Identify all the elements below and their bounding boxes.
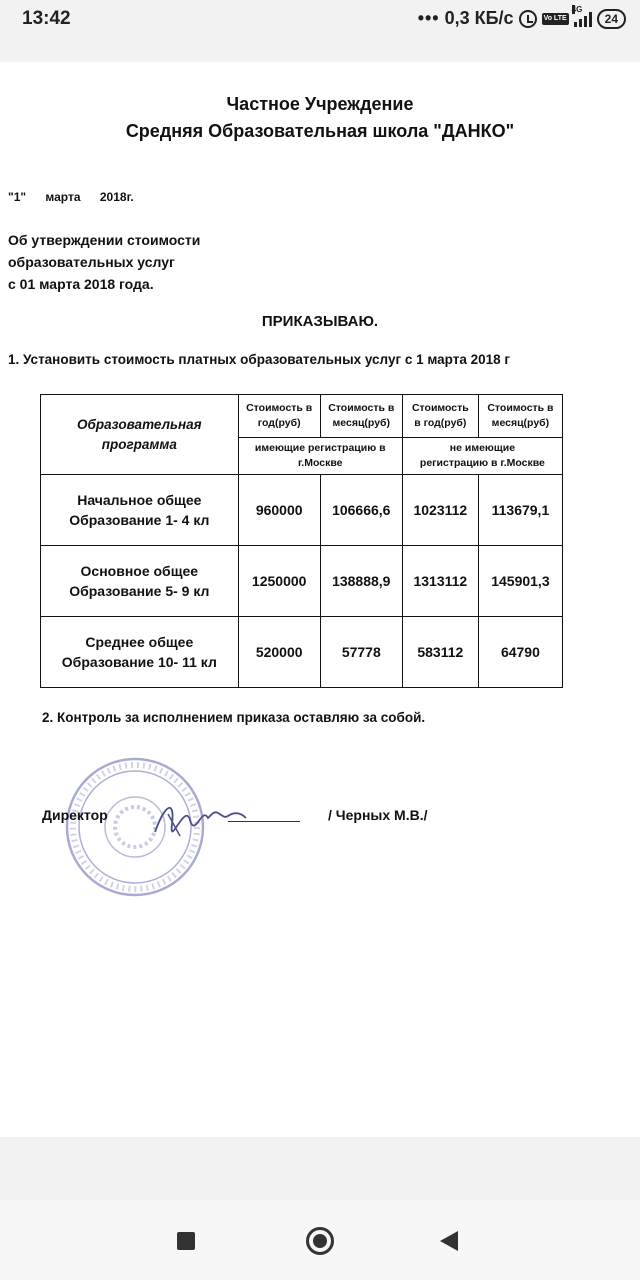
volte-icon: Vo LTE xyxy=(542,13,569,25)
subject-line: Об утверждении стоимости xyxy=(8,232,201,248)
director-label: Директор xyxy=(42,807,108,823)
network-type: 4G xyxy=(571,4,583,14)
subject-line: образовательных услуг xyxy=(8,254,175,270)
navigation-bar xyxy=(0,1200,640,1280)
status-bar xyxy=(0,0,640,62)
signature-line xyxy=(228,821,300,822)
signature-icon xyxy=(150,794,260,840)
price-cell: 960000 xyxy=(238,475,320,546)
recent-apps-icon[interactable] xyxy=(177,1232,195,1250)
signal-icon xyxy=(571,4,592,27)
document-subject xyxy=(8,229,200,295)
notification-dots: ••• xyxy=(417,8,440,28)
price-cell: 64790 xyxy=(478,617,562,688)
program-name: Среднее общее Образование 10- 11 кл xyxy=(41,617,239,688)
date-month: марта xyxy=(45,190,81,204)
status-icons xyxy=(417,4,626,29)
document-page[interactable] xyxy=(0,62,640,1137)
network-speed: 0,3 КБ/с xyxy=(444,8,514,28)
program-name: Начальное общее Образование 1- 4 кл xyxy=(41,475,239,546)
price-cell: 57778 xyxy=(320,617,402,688)
price-cell: 113679,1 xyxy=(478,475,562,546)
document-title-line2: Средняя Образовательная школа "ДАНКО" xyxy=(125,121,515,141)
status-time: 13:42 xyxy=(22,8,71,29)
column-header: Стоимость в месяц(руб) xyxy=(320,395,402,438)
column-header: Стоимость в месяц(руб) xyxy=(478,395,562,438)
price-cell: 520000 xyxy=(238,617,320,688)
program-name: Основное общее Образование 5- 9 кл xyxy=(41,546,239,617)
order-heading: ПРИКАЗЫВАЮ. xyxy=(261,313,379,330)
program-header xyxy=(41,395,239,475)
order-item-1: 1. Установить стоимость платных образовательных услуг с 1 марта 2018 г xyxy=(8,352,510,367)
battery-icon: 24 xyxy=(597,9,626,29)
alarm-icon xyxy=(519,10,537,28)
price-cell: 1250000 xyxy=(238,546,320,617)
program-header-line: Образовательная xyxy=(77,416,202,432)
group-header-unregistered: не имеющие регистрацию в г.Москве xyxy=(402,438,562,475)
price-cell: 145901,3 xyxy=(478,546,562,617)
home-icon[interactable] xyxy=(306,1227,334,1255)
director-name: / Черных М.В./ xyxy=(328,807,428,823)
date-day: "1" xyxy=(8,190,27,204)
price-table xyxy=(40,394,563,688)
price-cell: 138888,9 xyxy=(320,546,402,617)
table-row xyxy=(41,617,563,688)
price-cell: 1313112 xyxy=(402,546,478,617)
program-header-line: программа xyxy=(101,436,177,452)
document-title-line1: Частное Учреждение xyxy=(226,94,414,114)
subject-line: с 01 марта 2018 года. xyxy=(8,276,154,292)
date-year: 2018г. xyxy=(99,190,134,204)
order-item-2: 2. Контроль за исполнением приказа оставляю за собой. xyxy=(42,710,426,725)
column-header: Стоимость в год(руб) xyxy=(238,395,320,438)
back-icon[interactable] xyxy=(440,1231,458,1251)
price-cell: 583112 xyxy=(402,617,478,688)
price-cell: 106666,6 xyxy=(320,475,402,546)
price-cell: 1023112 xyxy=(402,475,478,546)
group-header-registered: имеющие регистрацию в г.Москве xyxy=(238,438,402,475)
column-header: Стоимость в год(руб) xyxy=(402,395,478,438)
document-date xyxy=(8,190,150,204)
table-row xyxy=(41,475,563,546)
table-row xyxy=(41,546,563,617)
